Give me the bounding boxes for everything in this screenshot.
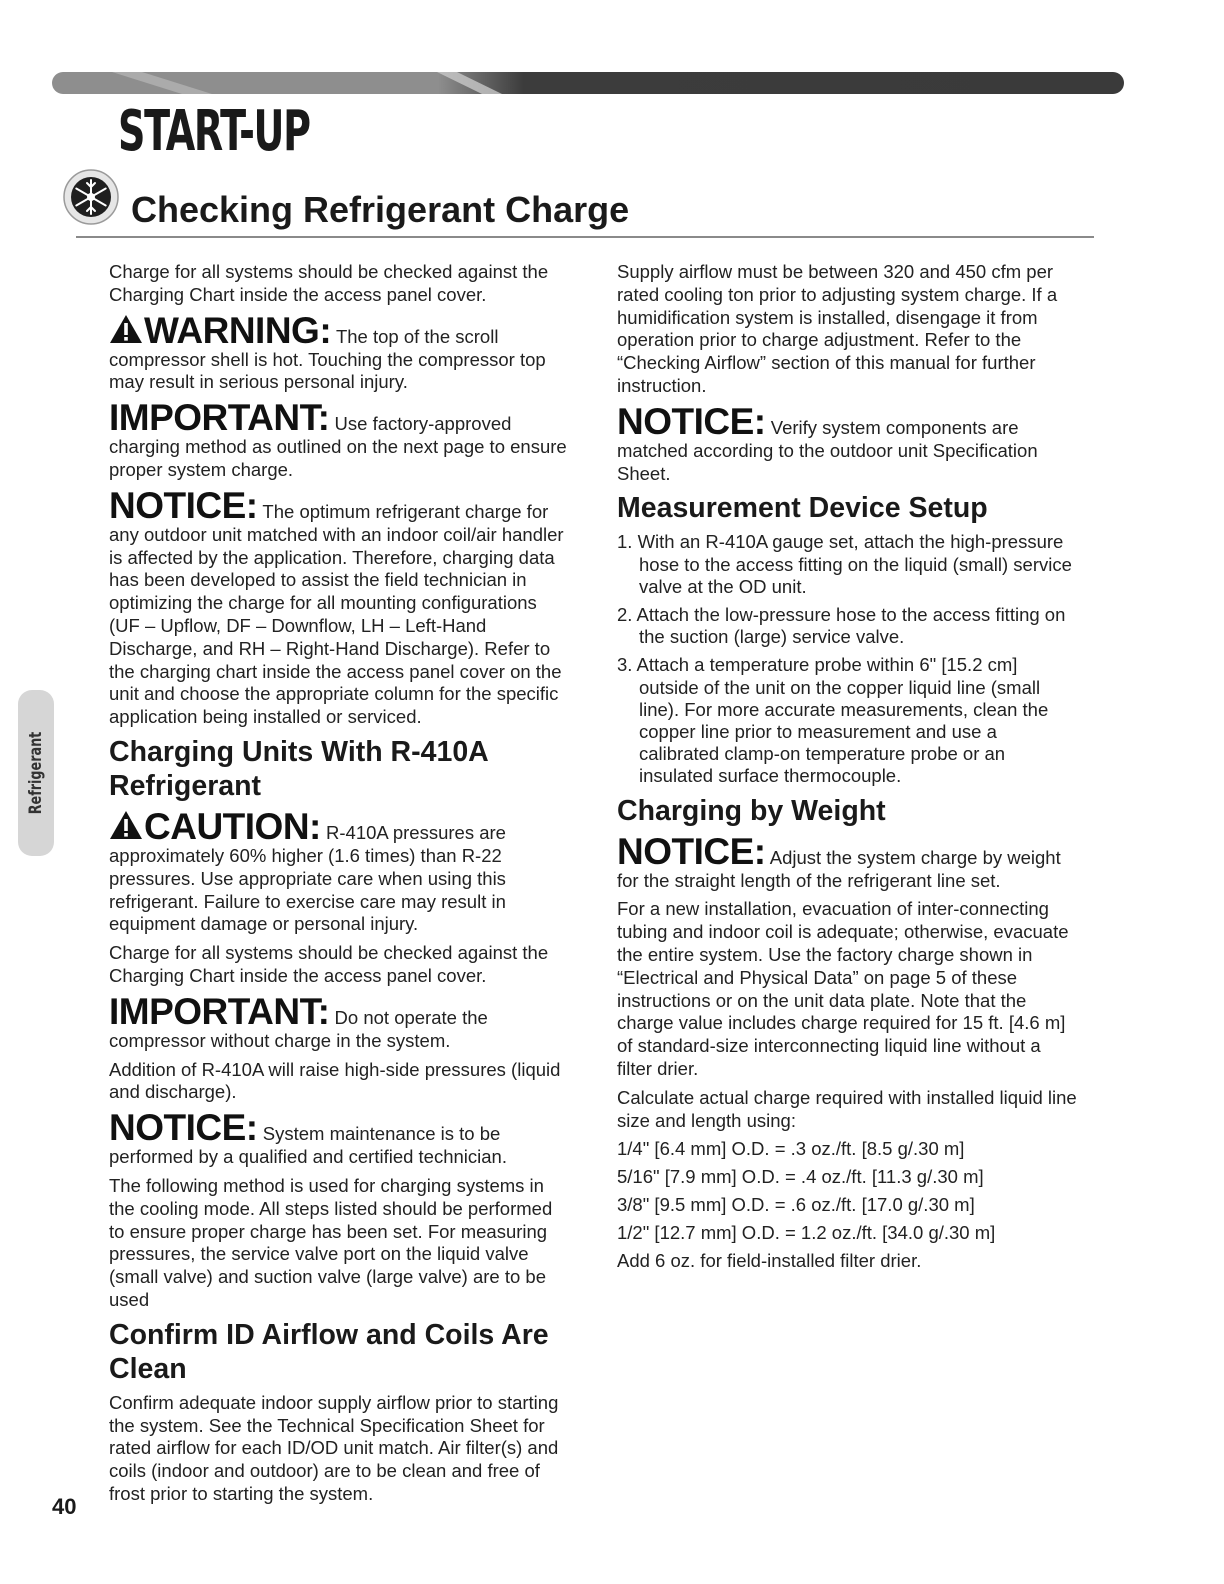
paragraph: Calculate actual charge required with installed liquid line size and length using: — [617, 1086, 1077, 1131]
heading-divider — [76, 236, 1094, 238]
important-block — [109, 397, 569, 482]
important-text: Do not operate the compressor without charge in the system. — [109, 1006, 488, 1051]
important-label: IMPORTANT: — [109, 990, 330, 1032]
notice-label: NOTICE: — [109, 484, 258, 526]
caution-block — [109, 805, 569, 936]
list-item: 2. Attach the low-pressure hose to the access fitting on the suction (large) service valve. — [617, 603, 1066, 648]
setup-steps-list — [617, 531, 1077, 787]
paragraph: Confirm adequate indoor supply airflow prior to starting the system. See the Technical Specification Sheet for rated airflow for each ID/OD unit match. Air filter(s) and coils (indoor and outdoor) are to be clean and free of frost prior to starting the system. — [109, 1391, 559, 1504]
warning-text: The top of the scroll compressor shell is hot. Touching the compressor top may result in serious personal injury. — [109, 325, 546, 393]
page-number: 40 — [52, 1494, 77, 1519]
subheading-measurement-setup: Measurement Device Setup — [617, 492, 988, 525]
paragraph: Supply airflow must be between 320 and 450 cfm per rated cooling ton prior to adjusting system charge. If a humidification system is installed, disengage it from operation prior to charge adjustment. Refer to the “Checking Airflow” section of this manual for further instruction. — [617, 261, 1058, 396]
notice-block — [109, 1107, 569, 1169]
notice-block — [109, 484, 569, 729]
subheading-confirm-airflow: Confirm ID Airflow and Coils Are Clean — [109, 1318, 549, 1385]
paragraph: Charge for all systems should be checked against the Charging Chart inside the access panel cover. — [109, 261, 549, 305]
right-column — [617, 261, 1077, 1278]
caution-triangle-icon — [109, 810, 143, 840]
notice-block — [617, 830, 1077, 893]
notice-text: The optimum refrigerant charge for any outdoor unit matched with an indoor coil/air handler is affected by the application. Therefore, charging data has been developed to assist the field technician in optimizing the charge for all mounting configurations (UF – Upflow, DF – Downflow, LH – Left-Hand Discharge, and RH – Right-Hand Discharge). Refer to the charging chart inside the access panel cover on the unit and choose the appropriate column for the specific application being installed or serviced. — [109, 500, 564, 728]
warning-block — [109, 309, 569, 395]
line-size-item: 5/16" [7.9 mm] O.D. = .4 oz./ft. [11.3 g/.30 m] — [617, 1166, 984, 1188]
header-bar — [52, 72, 1124, 94]
warning-label: WARNING: — [144, 309, 332, 351]
page-heading: Checking Refrigerant Charge — [131, 189, 630, 230]
paragraph: Add 6 oz. for field-installed filter drier. — [617, 1249, 922, 1271]
paragraph: For a new installation, evacuation of inter-connecting tubing and indoor coil is adequate; otherwise, evacuate the entire system. Use the factory charge shown in “Electrical and Physical Data” on page 5 of these instructions or on the unit data plate. Note that the charge value includes charge required for 15 ft. [4.6 m] of standard-size interconnecting liquid line without a filter drier. — [617, 898, 1069, 1079]
subheading-charging-units: Charging Units With R-410A Refrigerant — [109, 735, 488, 802]
line-size-item: 1/4" [6.4 mm] O.D. = .3 oz./ft. [8.5 g/.30 m] — [617, 1138, 965, 1160]
notice-text: System maintenance is to be performed by a qualified and certified technician. — [109, 1123, 507, 1168]
header-bar-stripes — [52, 72, 1124, 94]
list-item: 1. With an R-410A gauge set, attach the high-pressure hose to the access fitting on the liquid (small) service valve at the OD unit. — [617, 531, 1072, 597]
subheading-charging-by-weight: Charging by Weight — [617, 794, 886, 827]
important-label: IMPORTANT: — [109, 397, 330, 439]
notice-block — [617, 400, 1077, 486]
left-column — [109, 261, 569, 1512]
line-size-item: 1/2" [12.7 mm] O.D. = 1.2 oz./ft. [34.0 g/.30 m] — [617, 1221, 996, 1243]
notice-label: NOTICE: — [617, 400, 766, 442]
notice-label: NOTICE: — [109, 1107, 258, 1149]
line-size-item: 3/8" [9.5 mm] O.D. = .6 oz./ft. [17.0 g/.30 m] — [617, 1193, 975, 1215]
notice-label: NOTICE: — [617, 830, 766, 872]
line-size-list — [617, 1138, 1077, 1244]
snowflake-icon — [62, 168, 120, 226]
notice-text: Verify system components are matched according to the outdoor unit Specification Sheet. — [617, 416, 1038, 484]
caution-text: R-410A pressures are approximately 60% higher (1.6 times) than R-22 pressures. Use appropriate care when using this refrigerant. Failure to exercise care may result in equipment damage or personal injury. — [109, 821, 506, 935]
section-title: START-UP — [118, 99, 310, 164]
caution-label: CAUTION: — [144, 805, 321, 847]
paragraph: Addition of R-410A will raise high-side pressures (liquid and discharge). — [109, 1058, 561, 1103]
important-block — [109, 990, 569, 1053]
important-text: Use factory-approved charging method as outlined on the next page to ensure proper system charge. — [109, 413, 567, 480]
paragraph: Charge for all systems should be checked against the Charging Chart inside the access panel cover. — [109, 942, 549, 986]
warning-triangle-icon — [109, 314, 143, 344]
side-tab — [18, 690, 54, 856]
notice-text: Adjust the system charge by weight for the straight length of the refrigerant line set. — [617, 846, 1061, 891]
side-tab-label: Refrigerant — [26, 731, 46, 815]
paragraph: The following method is used for charging systems in the cooling mode. All steps listed should be performed to ensure proper charge has been set. For measuring pressures, the service valve port on the liquid valve (small valve) and suction valve (large valve) are to be used — [109, 1174, 553, 1310]
list-item: 3. Attach a temperature probe within 6" [15.2 cm] outside of the unit on the copper liquid line (small line). For more accurate measurements, clean the copper line prior to measurement and use a calibrated clamp-on temperature probe or an insulated surface thermocouple. — [617, 654, 1049, 787]
